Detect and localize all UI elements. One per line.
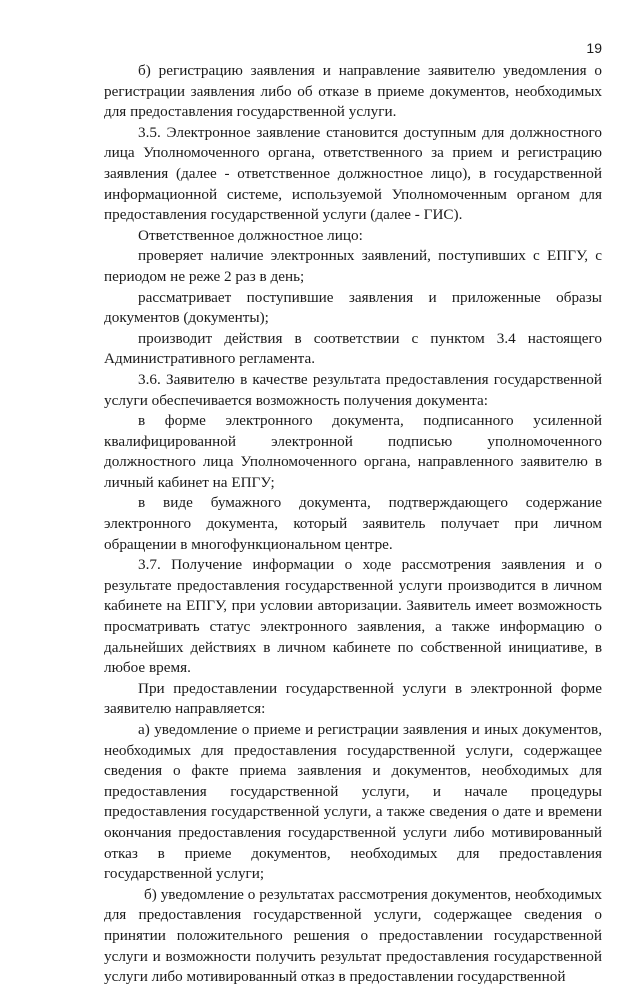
paragraph-performs: производит действия в соответствии с пунктом 3.4 настоящего Административного регламента. [104, 329, 602, 368]
document-body [104, 61, 602, 988]
paragraph-reviews: рассматривает поступившие заявления и приложенные образы документов (документы); [104, 288, 602, 327]
paragraph-3-5: 3.5. Электронное заявление становится доступным для должностного лица Уполномоченного органа, ответственного за прием и регистрацию заявления (далее - ответственное должностное лицо), в государственной информационной системе, используемой Уполномоченным органом для предоставления государственной услуги (далее - ГИС). [104, 123, 602, 224]
paragraph-notifications-intro: При предоставлении государственной услуги в электронной форме заявителю направляется: [104, 679, 602, 718]
paragraph-notification-b: б) уведомление о результатах рассмотрения документов, необходимых для предоставления государственной услуги, содержащее сведения о принятии положительного решения о предоставлении государственной услуги и возможности получить результат предоставления государственной услуги либо мотивированный отказ в предоставлении государственной [104, 885, 602, 986]
paragraph-3-6: 3.6. Заявителю в качестве результата предоставления государственной услуги обеспечивается возможность получения документа: [104, 370, 602, 409]
paragraph-paper-form: в виде бумажного документа, подтверждающего содержание электронного документа, который заявитель получает при личном обращении в многофункциональном центре. [104, 494, 602, 553]
paragraph-responsible-official: Ответственное должностное лицо: [138, 226, 363, 244]
paragraph-1: б) регистрацию заявления и направление заявителю уведомления о регистрации заявления либо об отказе в приеме документов, необходимых для предоставления государственной услуги. [104, 62, 602, 121]
paragraph-electronic-form: в форме электронного документа, подписанного усиленной квалифицированной электронной подписью уполномоченного должностного лица Уполномоченного органа, направленного заявителю в личный кабинет на ЕПГУ; [104, 412, 602, 491]
paragraph-3-7: 3.7. Получение информации о ходе рассмотрения заявления и о результате предоставления государственной услуги производится в личном кабинете на ЕПГУ, при условии авторизации. Заявитель имеет возможность просматривать статус электронного заявления, а также информацию о дальнейших действиях в личном кабинете по собственной инициативе, в любое время. [104, 556, 602, 677]
paragraph-checks: проверяет наличие электронных заявлений, поступивших с ЕПГУ, с периодом не реже 2 раз в день; [104, 247, 602, 285]
paragraph-notification-a: а) уведомление о приеме и регистрации заявления и иных документов, необходимых для предоставления государственной услуги, содержащее сведения о факте приема заявления и документов, необходимых для предоставления государственной услуги, и начале процедуры предоставления государственной услуги, а также сведения о дате и времени окончания предоставления государственной услуги либо мотивированный отказ в приеме документов, необходимых для предоставления государственной услуги; [104, 721, 602, 883]
page-number: 19 [586, 40, 602, 56]
